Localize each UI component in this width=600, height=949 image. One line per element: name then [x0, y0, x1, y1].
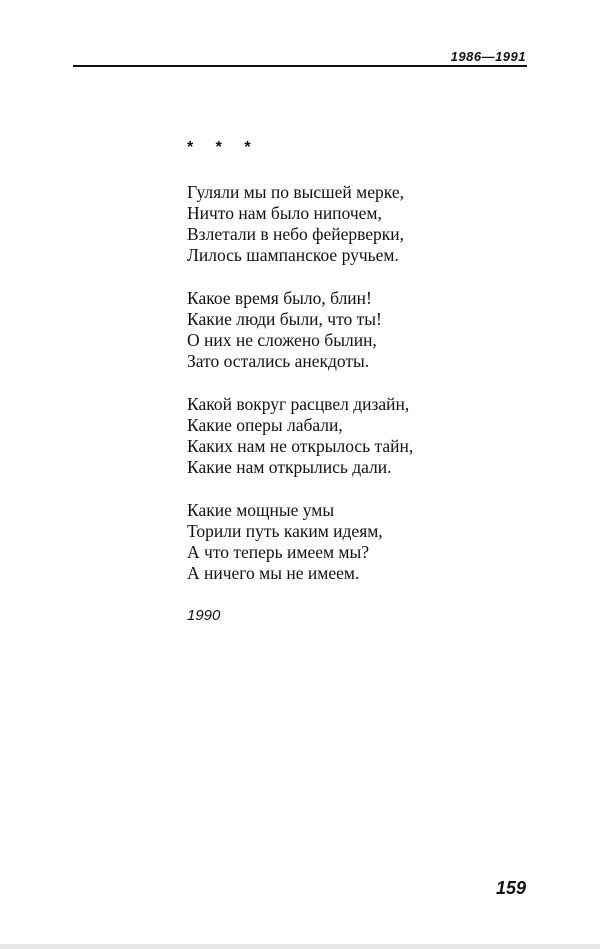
poem-date: 1990: [187, 607, 221, 624]
poem-line: Каких нам не открылось тайн,: [187, 436, 414, 456]
poem-line: Какой вокруг расцвел дизайн,: [187, 394, 410, 414]
poem-line: Какие нам открылись дали.: [187, 457, 392, 477]
poem-line: Какие оперы лабали,: [187, 415, 343, 435]
stanza-1: [187, 182, 517, 266]
poem-line: Лилось шампанское ручьем.: [187, 245, 399, 265]
poem-line: А ничего мы не имеем.: [187, 563, 360, 583]
poem-line: Взлетали в небо фейерверки,: [187, 224, 405, 244]
page-bottom-edge: [0, 944, 600, 949]
running-head: 1986—1991: [450, 49, 526, 64]
header-rule: [73, 65, 527, 67]
poem-line: О них не сложено былин,: [187, 330, 377, 350]
page-number: 159: [495, 878, 526, 898]
stanza-4: [187, 500, 517, 584]
stanza-3: [187, 394, 517, 478]
poem-line: Какие мощные умы: [187, 500, 335, 520]
poem-line: Торили путь каким идеям,: [187, 521, 383, 541]
poem-line: Какие люди были, что ты!: [187, 309, 382, 329]
poem-line: А что теперь имеем мы?: [187, 542, 370, 562]
poem-line: Ничто нам было нипочем,: [187, 203, 382, 223]
stanza-2: [187, 288, 517, 372]
poem: [187, 138, 517, 626]
poem-line: Гуляли мы по высшей мерке,: [187, 182, 404, 202]
poem-ornament: * * *: [187, 139, 260, 156]
poem-line: Зато остались анекдоты.: [187, 351, 370, 371]
poem-line: Какое время было, блин!: [187, 288, 372, 308]
